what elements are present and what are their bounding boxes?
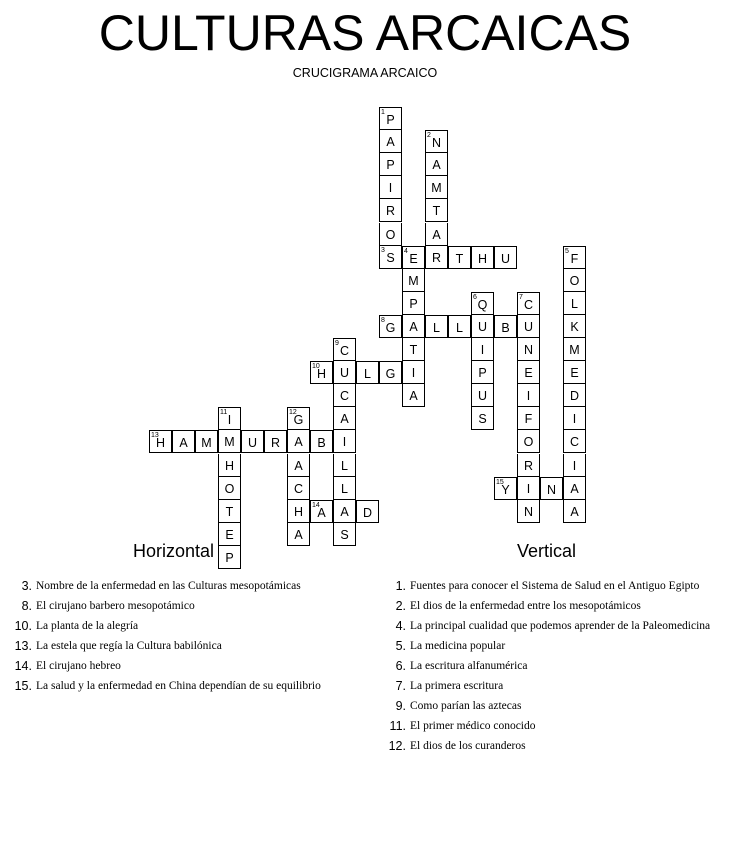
- crossword-cell[interactable]: [471, 292, 494, 315]
- cell-letter: P: [386, 158, 395, 172]
- crossword-cell[interactable]: [425, 246, 448, 269]
- cell-letter: I: [572, 412, 577, 426]
- clue-number: 15.: [14, 679, 32, 693]
- cell-letter: B: [317, 436, 326, 450]
- crossword-cell[interactable]: [563, 500, 586, 523]
- cell-letter: A: [294, 459, 303, 473]
- crossword-cell[interactable]: [333, 361, 356, 384]
- crossword-cell[interactable]: [425, 199, 448, 222]
- clue-item: [386, 720, 724, 733]
- clue-number: 1.: [395, 579, 406, 593]
- crossword-cell[interactable]: [425, 315, 448, 338]
- cell-letter: E: [570, 366, 579, 380]
- crossword-cell[interactable]: [402, 384, 425, 407]
- crossword-cell[interactable]: [333, 384, 356, 407]
- crossword-cell[interactable]: [356, 361, 379, 384]
- crossword-cell[interactable]: [517, 338, 540, 361]
- crossword-cell[interactable]: [402, 361, 425, 384]
- clue-text: La escritura alfanumérica: [410, 660, 528, 672]
- crossword-cell[interactable]: [494, 315, 517, 338]
- cell-letter: C: [523, 298, 534, 312]
- crossword-cell[interactable]: [448, 315, 471, 338]
- cell-letter: C: [293, 482, 304, 496]
- crossword-cell[interactable]: [563, 246, 586, 269]
- clue-number: 14.: [14, 659, 32, 673]
- clue-item: [386, 680, 724, 693]
- cell-letter: E: [524, 366, 533, 380]
- crossword-cell[interactable]: [287, 477, 310, 500]
- cell-letter: I: [411, 366, 416, 380]
- clue-text: El primer médico conocido: [410, 720, 536, 732]
- clue-item: [386, 660, 724, 673]
- cell-letter: S: [340, 528, 349, 542]
- crossword-cell[interactable]: [379, 223, 402, 246]
- clue-text: El cirujano hebreo: [36, 660, 121, 672]
- crossword-cell[interactable]: [379, 199, 402, 222]
- crossword-cell[interactable]: [517, 361, 540, 384]
- clue-number: 13.: [14, 639, 32, 653]
- cell-letter: N: [523, 343, 534, 357]
- clue-item: [386, 700, 724, 713]
- cell-letter: I: [342, 435, 347, 449]
- crossword-cell[interactable]: [517, 500, 540, 523]
- crossword-cell[interactable]: [563, 407, 586, 430]
- crossword-cell[interactable]: [517, 454, 540, 477]
- clue-number: 15: [496, 479, 504, 486]
- clue-number: 3: [381, 247, 385, 254]
- crossword-cell[interactable]: [517, 292, 540, 315]
- cell-letter: R: [523, 459, 534, 473]
- cell-letter: N: [431, 136, 442, 150]
- cell-letter: U: [523, 320, 534, 334]
- crossword-cell[interactable]: [517, 430, 540, 453]
- crossword-cell[interactable]: [425, 130, 448, 153]
- crossword-cell[interactable]: [471, 384, 494, 407]
- clue-number: 6.: [395, 659, 406, 673]
- cell-letter: S: [478, 412, 487, 426]
- cell-letter: M: [224, 435, 235, 449]
- crossword-cell[interactable]: [287, 454, 310, 477]
- crossword-cell[interactable]: [471, 407, 494, 430]
- crossword-cell[interactable]: [218, 500, 241, 523]
- cell-letter: G: [385, 321, 396, 335]
- cell-letter: M: [431, 181, 442, 195]
- crossword-cell[interactable]: [333, 430, 356, 453]
- crossword-cell[interactable]: [287, 407, 310, 430]
- cell-letter: A: [340, 505, 349, 519]
- crossword-cell[interactable]: [425, 223, 448, 246]
- crossword-cell[interactable]: [563, 430, 586, 453]
- cell-letter: I: [480, 343, 485, 357]
- crossword-cell[interactable]: [425, 176, 448, 199]
- crossword-cell[interactable]: [333, 500, 356, 523]
- cell-letter: T: [432, 204, 441, 218]
- cell-letter: M: [201, 436, 212, 450]
- cell-letter: R: [385, 204, 396, 218]
- crossword-cell[interactable]: [563, 269, 586, 292]
- cell-letter: S: [386, 251, 395, 265]
- crossword-cell[interactable]: [402, 338, 425, 361]
- clue-text: La salud y la enfermedad en China dependían de su equilibrio: [36, 680, 321, 692]
- crossword-cell[interactable]: [563, 338, 586, 361]
- clue-text: La medicina popular: [410, 640, 506, 652]
- cell-letter: O: [569, 274, 580, 288]
- clue-item: [12, 580, 362, 593]
- cell-letter: C: [569, 435, 580, 449]
- crossword-cell[interactable]: [471, 361, 494, 384]
- clue-item: [12, 680, 362, 693]
- crossword-cell[interactable]: [494, 477, 517, 500]
- crossword-cell[interactable]: [218, 523, 241, 546]
- clue-number: 5.: [395, 639, 406, 653]
- cell-letter: F: [524, 412, 533, 426]
- crossword-cell[interactable]: [287, 523, 310, 546]
- crossword-cell[interactable]: [563, 292, 586, 315]
- cell-letter: L: [341, 482, 348, 496]
- clue-text: La estela que regía la Cultura babilónica: [36, 640, 222, 652]
- clue-number: 1: [381, 109, 385, 116]
- cell-letter: P: [386, 113, 395, 127]
- cell-letter: O: [523, 435, 534, 449]
- clue-number: 8.: [21, 599, 32, 613]
- clue-number: 13: [151, 432, 159, 439]
- cell-letter: A: [294, 435, 303, 449]
- clue-text: Fuentes para conocer el Sistema de Salud en el Antiguo Egipto: [410, 580, 700, 592]
- crossword-cell[interactable]: [471, 246, 494, 269]
- crossword-cell[interactable]: [563, 477, 586, 500]
- clue-item: [386, 740, 724, 753]
- cell-letter: O: [385, 228, 396, 242]
- page-subtitle: CRUCIGRAMA ARCAICO: [292, 66, 438, 80]
- crossword-cell[interactable]: [333, 407, 356, 430]
- crossword-cell[interactable]: [310, 430, 333, 453]
- cell-letter: F: [570, 252, 579, 266]
- clue-number: 12.: [388, 739, 406, 753]
- clue-item: [386, 580, 724, 593]
- cell-letter: I: [526, 389, 531, 403]
- crossword-cell[interactable]: [218, 477, 241, 500]
- crossword-cell[interactable]: [379, 130, 402, 153]
- page-title: CULTURAS ARCAICAS: [98, 5, 632, 61]
- crossword-cell[interactable]: [287, 500, 310, 523]
- cell-letter: A: [179, 436, 188, 450]
- clue-number: 9.: [395, 699, 406, 713]
- cell-letter: N: [546, 483, 557, 497]
- clue-item: [386, 640, 724, 653]
- crossword-cell[interactable]: [195, 430, 218, 453]
- crossword-cell[interactable]: [563, 361, 586, 384]
- crossword-cell[interactable]: [218, 407, 241, 430]
- clue-item: [12, 640, 362, 653]
- crossword-cell[interactable]: [287, 430, 310, 453]
- cell-letter: I: [388, 181, 393, 195]
- cell-letter: G: [385, 367, 396, 381]
- crossword-cell[interactable]: [402, 292, 425, 315]
- clue-item: [386, 600, 724, 613]
- crossword-cell[interactable]: [333, 477, 356, 500]
- clue-number: 11.: [389, 719, 406, 733]
- cell-letter: A: [432, 158, 441, 172]
- clue-number: 14: [312, 502, 320, 509]
- cell-letter: Q: [477, 298, 488, 312]
- clue-text: El dios de la enfermedad entre los mesopotámicos: [410, 600, 641, 612]
- cell-letter: I: [526, 482, 531, 496]
- cell-letter: C: [339, 344, 350, 358]
- crossword-cell[interactable]: [540, 477, 563, 500]
- crossword-cell[interactable]: [218, 430, 241, 453]
- crossword-cell[interactable]: [471, 338, 494, 361]
- clue-text: El dios de los curanderos: [410, 740, 526, 752]
- cell-letter: T: [225, 505, 234, 519]
- crossword-cell[interactable]: [149, 430, 172, 453]
- cell-letter: Y: [501, 483, 510, 497]
- cell-letter: O: [224, 482, 235, 496]
- crossword-cell[interactable]: [310, 500, 333, 523]
- cell-letter: A: [409, 389, 418, 403]
- cell-letter: E: [225, 528, 234, 542]
- cell-letter: H: [477, 252, 488, 266]
- crossword-cell[interactable]: [333, 523, 356, 546]
- crossword-cell[interactable]: [563, 384, 586, 407]
- crossword-cell[interactable]: [402, 315, 425, 338]
- crossword-cell[interactable]: [241, 430, 264, 453]
- clue-number: 4.: [395, 619, 406, 633]
- cell-letter: U: [477, 389, 488, 403]
- cell-letter: C: [339, 389, 350, 403]
- clue-number: 10.: [14, 619, 32, 633]
- cell-letter: A: [570, 482, 579, 496]
- clue-number: 4: [404, 248, 408, 255]
- clue-item: [386, 620, 724, 633]
- cell-letter: L: [456, 321, 463, 335]
- clue-number: 8: [381, 317, 385, 324]
- crossword-cell[interactable]: [333, 454, 356, 477]
- clue-text: La principal cualidad que podemos aprender de la Paleomedicina: [410, 620, 711, 632]
- cell-letter: B: [501, 321, 510, 335]
- cell-letter: H: [155, 436, 166, 450]
- crossword-cell[interactable]: [402, 246, 425, 269]
- cell-letter: A: [340, 412, 349, 426]
- crossword-cell[interactable]: [218, 454, 241, 477]
- crossword-cell[interactable]: [494, 246, 517, 269]
- crossword-cell[interactable]: [517, 315, 540, 338]
- cell-letter: P: [478, 366, 487, 380]
- clue-number: 2.: [395, 599, 406, 613]
- clue-text: Como parían las aztecas: [410, 700, 522, 712]
- crossword-cell[interactable]: [379, 176, 402, 199]
- crossword-cell[interactable]: [356, 500, 379, 523]
- crossword-cell[interactable]: [218, 546, 241, 569]
- crossword-cell[interactable]: [563, 454, 586, 477]
- cell-letter: A: [317, 506, 326, 520]
- cell-letter: A: [294, 528, 303, 542]
- clue-item: [12, 660, 362, 673]
- cell-letter: A: [386, 135, 395, 149]
- cell-letter: P: [409, 297, 418, 311]
- cell-letter: T: [409, 343, 418, 357]
- cell-letter: H: [224, 459, 235, 473]
- cell-letter: R: [270, 436, 281, 450]
- crossword-cell[interactable]: [379, 107, 402, 130]
- crossword-cell[interactable]: [517, 477, 540, 500]
- clue-number: 11: [220, 409, 228, 416]
- clue-item: [12, 600, 362, 613]
- crossword-cell[interactable]: [379, 246, 402, 269]
- crossword-cell[interactable]: [379, 153, 402, 176]
- cell-letter: L: [433, 321, 440, 335]
- crossword-cell[interactable]: [563, 315, 586, 338]
- clue-number: 9: [335, 340, 339, 347]
- cell-letter: U: [247, 436, 258, 450]
- clue-number: 12: [289, 409, 297, 416]
- cell-letter: U: [500, 252, 511, 266]
- crossword-cell[interactable]: [517, 407, 540, 430]
- cell-letter: L: [341, 459, 348, 473]
- horizontal-heading: Horizontal: [133, 541, 215, 561]
- crossword-cell[interactable]: [333, 338, 356, 361]
- cell-letter: H: [316, 367, 327, 381]
- crossword-cell[interactable]: [517, 384, 540, 407]
- clue-text: La planta de la alegría: [36, 620, 139, 632]
- crossword-cell[interactable]: [448, 246, 471, 269]
- cell-letter: G: [293, 413, 304, 427]
- crossword-cell[interactable]: [310, 361, 333, 384]
- cell-letter: M: [569, 343, 580, 357]
- clue-number: 2: [427, 132, 431, 139]
- cell-letter: I: [572, 459, 577, 473]
- crossword-cell[interactable]: [471, 315, 494, 338]
- cell-letter: P: [225, 551, 234, 565]
- vertical-clue-list: [386, 580, 724, 760]
- cell-letter: A: [570, 505, 579, 519]
- clue-number: 6: [473, 294, 477, 301]
- clue-item: [12, 620, 362, 633]
- clue-number: 7.: [395, 679, 406, 693]
- crossword-cell[interactable]: [379, 315, 402, 338]
- crossword-cell[interactable]: [264, 430, 287, 453]
- crossword-cell[interactable]: [172, 430, 195, 453]
- cell-letter: T: [455, 252, 464, 266]
- cell-letter: U: [339, 366, 350, 380]
- clue-number: 5: [565, 248, 569, 255]
- horizontal-clue-list: [12, 580, 362, 700]
- crossword-cell[interactable]: [425, 153, 448, 176]
- cell-letter: A: [432, 228, 441, 242]
- cell-letter: L: [364, 367, 371, 381]
- crossword-cell[interactable]: [379, 361, 402, 384]
- clue-text: La primera escritura: [410, 680, 504, 692]
- vertical-heading: Vertical: [517, 541, 577, 561]
- cell-letter: R: [431, 251, 442, 265]
- clue-number: 3.: [21, 579, 32, 593]
- cell-letter: N: [523, 505, 534, 519]
- clue-text: Nombre de la enfermedad en las Culturas mesopotámicas: [36, 580, 301, 592]
- cell-letter: H: [293, 505, 304, 519]
- cell-letter: M: [408, 274, 419, 288]
- cell-letter: K: [570, 320, 579, 334]
- cell-letter: A: [409, 320, 418, 334]
- cell-letter: D: [569, 389, 580, 403]
- cell-letter: E: [409, 252, 418, 266]
- crossword-cell[interactable]: [402, 269, 425, 292]
- cell-letter: L: [571, 297, 578, 311]
- cell-letter: D: [362, 506, 373, 520]
- clue-text: El cirujano barbero mesopotámico: [36, 600, 195, 612]
- cell-letter: I: [227, 413, 232, 427]
- clue-number: 10: [312, 363, 320, 370]
- cell-letter: U: [477, 320, 488, 334]
- clue-number: 7: [519, 294, 523, 301]
